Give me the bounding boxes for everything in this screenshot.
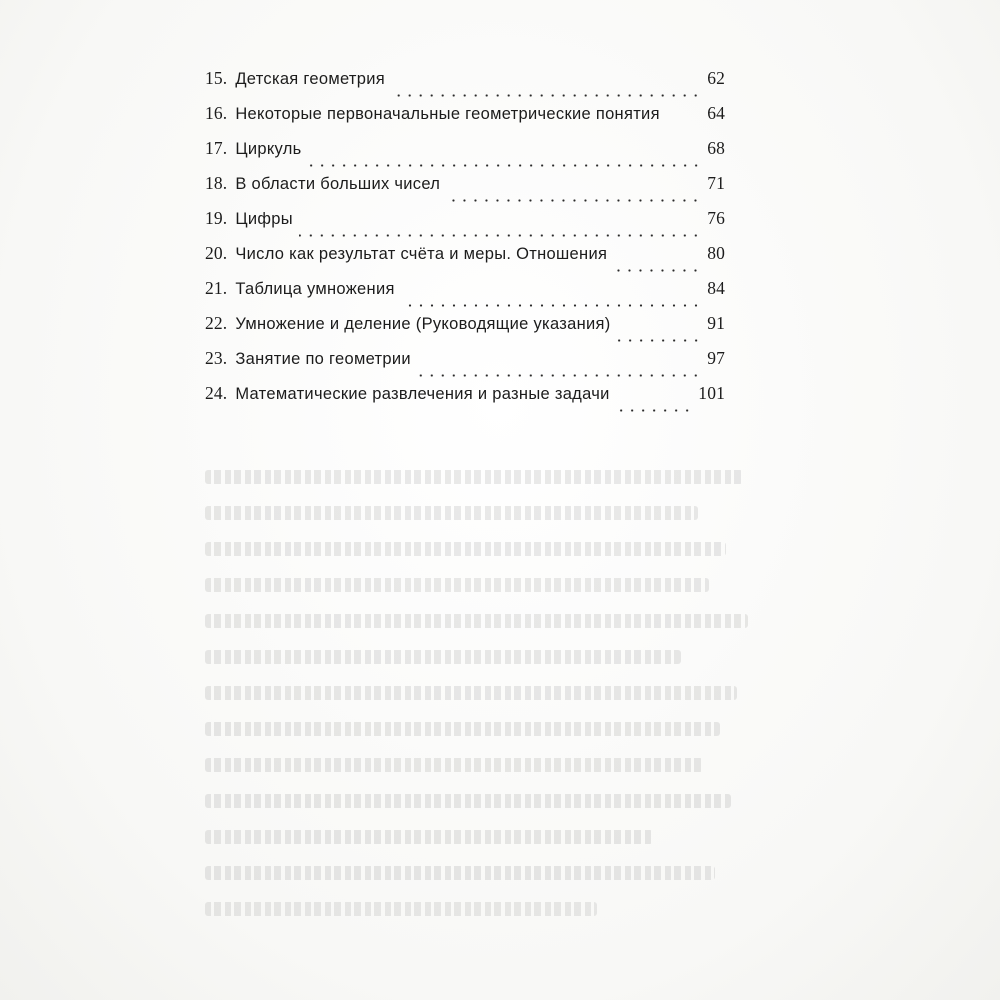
toc-entry-page-number: 62 (707, 68, 725, 88)
dot-leader (308, 164, 702, 167)
toc-entry-title: Цифры (235, 210, 293, 228)
dot-leader (617, 339, 702, 342)
toc-entry (205, 348, 725, 383)
dot-leader (616, 409, 693, 412)
toc-entry-number: 16. (205, 103, 228, 123)
toc-entry-title: Математические развлечения и разные задачи (235, 385, 610, 403)
toc-entry-page-number: 84 (707, 278, 725, 298)
toc-entry (205, 138, 725, 173)
toc-entry-title: Занятие по геометрии (235, 350, 411, 368)
toc-entry-page-number: 101 (698, 383, 725, 403)
toc-entry-page-number: 71 (707, 173, 725, 193)
toc-entry-number: 18. (205, 173, 228, 193)
toc-entry-number: 17. (205, 138, 228, 158)
toc-entry-title: Циркуль (235, 140, 302, 158)
toc-entry-page-number: 80 (707, 243, 725, 263)
toc-entry-number: 23. (205, 348, 228, 368)
bleed-through-text (205, 470, 765, 1000)
toc-entry-title: Некоторые первоначальные геометрические понятия (235, 105, 660, 123)
toc-entry-page-number: 68 (707, 138, 725, 158)
toc-entry-page-number: 97 (707, 348, 725, 368)
toc-entry-title: В области больших чисел (235, 175, 441, 193)
toc-entry (205, 68, 725, 103)
toc-entry (205, 243, 725, 278)
dot-leader (446, 199, 701, 202)
toc-entry-page-number: 64 (707, 103, 725, 123)
toc-entry-title: Умножение и деление (Руководящие указания) (235, 315, 611, 333)
toc-entry-number: 22. (205, 313, 228, 333)
dot-leader (299, 234, 701, 237)
toc-entry (205, 278, 725, 313)
toc-entry-title: Число как результат счёта и меры. Отношения (235, 245, 608, 263)
toc-entry (205, 383, 725, 418)
toc-entry-title: Таблица умножения (235, 280, 395, 298)
toc-entry-page-number: 91 (707, 313, 725, 333)
dot-leader (391, 94, 701, 97)
toc-entry (205, 208, 725, 243)
toc-entry (205, 103, 725, 138)
table-of-contents (205, 68, 725, 418)
toc-entry-number: 15. (205, 68, 228, 88)
dot-leader (401, 304, 701, 307)
toc-entry (205, 313, 725, 348)
toc-entry-number: 19. (205, 208, 228, 228)
toc-entry-number: 21. (205, 278, 228, 298)
toc-entry-title: Детская геометрия (235, 70, 385, 88)
dot-leader (613, 269, 701, 272)
dot-leader (417, 374, 701, 377)
toc-entry-page-number: 76 (707, 208, 725, 228)
toc-entry-number: 20. (205, 243, 228, 263)
toc-entry-number: 24. (205, 383, 228, 403)
toc-entry (205, 173, 725, 208)
